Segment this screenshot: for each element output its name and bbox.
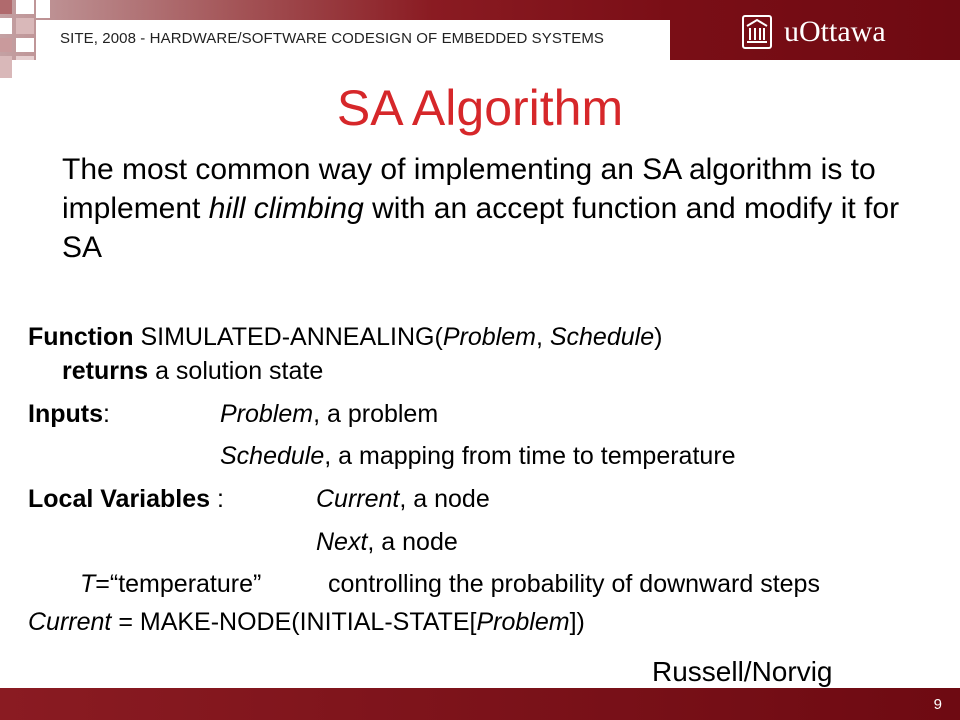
code-text: controlling the probability of downward steps xyxy=(328,570,820,598)
decor-square xyxy=(0,56,12,78)
code-text: ) xyxy=(654,323,663,351)
code-text: , a problem xyxy=(313,400,439,428)
intro-text: The most common way of implementing an SA algorithm is to implement xyxy=(62,153,876,225)
course-subtitle: SITE, 2008 - HARDWARE/SOFTWARE CODESIGN OF EMBEDDED SYSTEMS xyxy=(60,30,605,47)
code-text: =“temperature” xyxy=(95,570,262,598)
slide-title: SA Algorithm xyxy=(336,80,624,136)
param: Current xyxy=(28,608,112,636)
decor-square xyxy=(16,56,34,60)
code-line-temperature xyxy=(80,569,261,599)
decor-square xyxy=(0,18,12,34)
logo-text: uOttawa xyxy=(784,15,886,48)
param: Schedule xyxy=(549,323,655,351)
code-text: ]) xyxy=(569,608,585,636)
param: Next xyxy=(316,528,368,556)
code-text: a solution state xyxy=(148,357,324,385)
footer-bar xyxy=(0,688,960,720)
param: Current xyxy=(316,485,400,513)
code-line-make-node xyxy=(28,607,585,637)
code-text: , a node xyxy=(399,485,490,513)
code-text: , a node xyxy=(367,528,458,556)
param: Problem xyxy=(442,323,536,351)
code-line-input-schedule xyxy=(220,441,736,471)
code-text: : xyxy=(210,485,224,513)
code-text: , a mapping from time to temperature xyxy=(324,442,736,470)
decor-square xyxy=(0,0,12,14)
page-number: 9 xyxy=(933,696,942,713)
code-text: : xyxy=(103,400,110,428)
param: Problem xyxy=(476,608,570,636)
building-icon xyxy=(742,15,772,49)
code-line-returns xyxy=(62,356,323,386)
intro-emphasis: hill climbing xyxy=(208,192,364,225)
code-line-function xyxy=(28,322,662,352)
code-text: , xyxy=(535,323,550,351)
credit-text: Russell/Norvig xyxy=(652,656,833,687)
code-line-current xyxy=(316,484,490,514)
code-text: SIMULATED-ANNEALING( xyxy=(133,323,443,351)
decor-square xyxy=(16,0,34,14)
intro-paragraph xyxy=(62,150,942,267)
code-label-inputs xyxy=(28,399,110,429)
keyword: Local Variables xyxy=(28,485,211,513)
param: Problem xyxy=(220,400,314,428)
intro-text: with an accept function and modify it for SA xyxy=(62,192,900,264)
code-line-temperature-desc xyxy=(328,569,820,599)
param: T xyxy=(80,570,96,598)
decor-square xyxy=(16,38,34,52)
code-text: = MAKE-NODE(INITIAL-STATE[ xyxy=(111,608,477,636)
code-label-local-vars xyxy=(28,484,224,514)
code-line-next xyxy=(316,527,458,557)
decor-square xyxy=(0,38,12,52)
param: Schedule xyxy=(220,442,325,470)
uottawa-logo xyxy=(742,12,886,52)
code-line-input-problem xyxy=(220,399,438,429)
keyword: returns xyxy=(62,357,149,385)
decor-square xyxy=(16,18,34,34)
decor-square xyxy=(36,0,50,18)
keyword: Function xyxy=(28,323,134,351)
keyword: Inputs xyxy=(28,400,103,428)
